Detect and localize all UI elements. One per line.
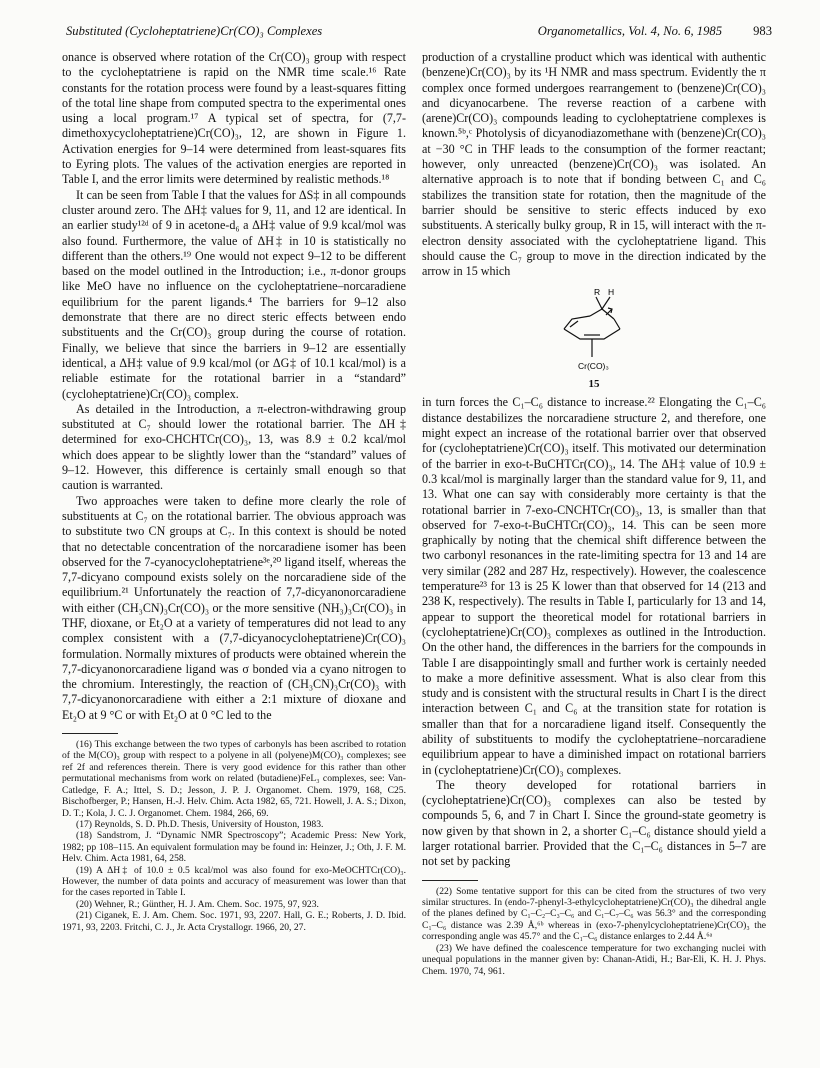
body-paragraph: production of a crystalline product which was identical with authentic (benzene)Cr(CO)₃ by its ¹H NMR and mass spectrum. Evidently the π complex once formed undergoes rearrangement to (benzene)Cr(CO)₃ and dicyanocarbene. The reverse reaction of a carbene with (arene)Cr(CO)₃ compounds leading to cycloheptatriene complexes is known.⁵ᵇ,ᶜ Photolysis of dicyanodiazomethane with (benzene)Cr(CO)₃ at −30 °C in THF leads to the consumption of the former reactant; however, only unreacted (benzene)Cr(CO)₃ was isolated. An alternative approach is to note that if bonding between C₁ and C₆ stabilizes the transition state for rotation, then the magnitude of the barrier should be sensitive to steric effects induced by exo substituents. A sterically bulky group, R in 15, will interact with the π-electron density associated with the cycloheptatriene ligand. This should cause the C₇ group to move in the direction indicated by the arrow in 15 which bbox=[422, 50, 766, 279]
page-number: 983 bbox=[753, 24, 772, 38]
metal-fragment-label: Cr(CO)₃ bbox=[578, 361, 609, 372]
compound-number-label: 15 bbox=[588, 378, 600, 391]
left-column bbox=[62, 50, 406, 933]
atom-label-r: R bbox=[594, 287, 601, 298]
footnote-divider bbox=[422, 880, 478, 881]
footnote: (16) This exchange between the two types of carbonyls has been ascribed to rotation of the M(CO)₃ group with respect to a polyene in all (polyene)M(CO)₃ complexes; see ref 2f and references therein. There is very good evidence for this rather than other permutational mechanisms from work on related (butadiene)FeL₃ complexes, see: Van-Catledge, F. A.; Ittel, S. D.; Jesson, J. P. J. Organomet. Chem. 1979, 168, C25. Bischofberger, P.; Hansen, H.-J. Helv. Chim. Acta 1982, 65, 721. Howell, J. A. S.; Dixon, D. T.; Kola, J. C. J. Organomet. Chem. 1984, 266, 69. bbox=[62, 739, 406, 819]
body-paragraph: The theory developed for rotational barriers in (cycloheptatriene)Cr(CO)₃ complexes can also be tested by compounds 5, 6, and 7 in Chart I. Since the ground-state geometry is now given by that shown in 2, a shorter C₁–C₆ distance should yield a larger rotational barrier. Provided that the C₁–C₆ distances in 5–7 are not set by packing bbox=[422, 777, 766, 869]
structure-15-figure bbox=[422, 283, 766, 393]
running-title: Substituted (Cycloheptatriene)Cr(CO)₃ Complexes bbox=[66, 24, 323, 38]
body-paragraph: Two approaches were taken to define more clearly the role of substituents at C₇ on the rotational barrier. The obvious approach was to substitute two CN groups at C₇. In this context is should be noted that no detectable concentration of the norcaradiene isomer has been observed for the 7-cyanocycloheptatriene³ᵉ,²⁰ ligand itself, whereas the 7,7-dicyano compound exists solely on the norcaradiene side of the equilibrium.²¹ Unfortunately the reaction of 7,7-dicyanonorcaradiene with either (CH₃CN)₃Cr(CO)₃ or the more sensitive (NH₃)₃Cr(CO)₃ in THF, dioxane, or Et₂O at a variety of temperatures did not lead to any complex consistent with a (7,7-dicyanocycloheptatriene)Cr(CO)₃ formulation. Normally mixtures of products were obtained wherein the 7,7-dicyanonorcaradiene ligand was σ bonded via a cyano nitrogen to the chromium. Interestingly, the reaction of (CH₃CN)₃Cr(CO)₃ with 7,7-dicyanonorcaradiene with either a 2:1 mixture of dioxane and Et₂O at 9 °C or with Et₂O at 0 °C led to the bbox=[62, 493, 406, 722]
body-paragraph: onance is observed where rotation of the Cr(CO)₃ group with respect to the cycloheptatriene is rapid on the NMR time scale.¹⁶ Rate constants for the rotation process were found by a least-squares fitting of the total line shape from computed spectra to the experimental ones using a local program.¹⁷ A typical set of spectra, for (7,7-dimethoxycycloheptatriene)Cr(CO)₃, 12, are shown in Figure 1. Activation energies for 9–14 were determined from least-squares fits to Eyring plots. The values of the activation energies are reported in Table I, and the error limits were determined by realistic methods.¹⁸ bbox=[62, 50, 406, 187]
footnote: (19) A ΔH‡ of 10.0 ± 0.5 kcal/mol was also found for exo-MeOCHTCr(CO)₃. However, the number of data points and accuracy of measurement was lower than that for the cases reported in Table I. bbox=[62, 864, 406, 899]
body-paragraph: As detailed in the Introduction, a π-electron-withdrawing group substituted at C₇ should lower the rotational barrier. The ΔH‡ determined for exo-CHCHTCr(CO)₃, 13, was 8.9 ± 0.2 kcal/mol which does appear to be slightly lower than the “standard” values of 9–12. However, this difference is certainly small enough so that caution is warranted. bbox=[62, 401, 406, 493]
footnote: (23) We have defined the coalescence temperature for two exchanging nuclei with unequal populations in the manner given by: Chanan-Atidi, H.; Bar-Eli, K. H. J. Phys. Chem. 1970, 74, 961. bbox=[422, 942, 766, 977]
structure-15-drawing bbox=[534, 283, 654, 379]
footnote-divider bbox=[62, 733, 118, 734]
footnote: (21) Ciganek, E. J. Am. Chem. Soc. 1971, 93, 2207. Hall, G. E.; Roberts, J. D. Ibid. 1971, 93, 2203. Fritchi, C. J., Jr. Acta Crystallogr. 1966, 20, 27. bbox=[62, 910, 406, 933]
right-column bbox=[422, 50, 766, 977]
running-header bbox=[66, 22, 772, 40]
body-paragraph: It can be seen from Table I that the values for ΔS‡ in all compounds cluster around zero. The ΔH‡ values for 9, 11, and 12 are identical. In an earlier study¹²ᵈ of 9 in acetone-d₆ a ΔH‡ value of 9.9 kcal/mol was also found. Furthermore, the value of ΔH‡ in 10 is statistically no different than the others.¹⁹ One would not expect 9–12 to be different based on the model outlined in the Introduction; i.e., π-donor groups like MeO have no influence on the cycloheptatriene–norcaradiene equilibrium for the parent ligands.⁴ The barriers for 9–12 also demonstrate that there are no direct steric effects between endo substituents and the Cr(CO)₃ group during the course of rotation. Finally, we believe that since the barriers in 9–12 are essentially identical, a ΔH‡ value of 9.9 kcal/mol (or ΔG‡ of 10.1 kcal/mol) is a reliable estimate for the rotational barrier in a “standard” (cycloheptatriene)Cr(CO)₃ complex. bbox=[62, 187, 406, 401]
footnote: (18) Sandstrom, J. “Dynamic NMR Spectroscopy”; Academic Press: New York, 1982; pp 108–115. An equivalent formulation may be found in: Heinzer, J.; Oth, J. F. M. Helv. Chim. Acta 1981, 64, 258. bbox=[62, 830, 406, 865]
footnote: (22) Some tentative support for this can be cited from the structures of two very similar structures. In (endo-7-phenyl-3-ethylcycloheptatriene)Cr(CO)₃ the dihedral angle of the planes defined by C₁–C₂–C₃–C₆ and C₁–C₇–C₆ was 56.3° and the corresponding C₁–C₆ distance was 2.39 Å,⁶ᵇ whereas in (exo-7-phenylcycloheptatriene)Cr(CO)₃ the corresponding angle was 45.7° and the C₁–C₆ distance enlarges to 2.44 Å.⁶ᵃ bbox=[422, 885, 766, 943]
atom-label-h: H bbox=[608, 287, 615, 298]
footnote: (17) Reynolds, S. D. Ph.D. Thesis, University of Houston, 1983. bbox=[76, 818, 324, 830]
footnote: (20) Wehner, R.; Günther, H. J. Am. Chem. Soc. 1975, 97, 923. bbox=[76, 898, 319, 910]
body-paragraph: in turn forces the C₁–C₆ distance to increase.²² Elongating the C₁–C₆ distance destabilizes the norcaradiene structure 2, and therefore, one might expect an increase of the rotational barrier over that observed for (cycloheptatriene)Cr(CO)₃ itself. This motivated our determination of the barrier in exo-t-BuCHTCr(CO)₃, 14. The ΔH‡ value of 10.9 ± 0.3 kcal/mol is marginally larger than the standard value for 9, 11, and 13. What one can say with considerably more certainty is that the rotational barrier in 7-exo-CNCHTCr(CO)₃, 13, is smaller than that observed for 7-exo-t-BuCHTCr(CO)₃, 14. This can be seen more graphically by noting that the chemical shift difference between the two carbonyl resonances in the rate-limiting spectra for 13 and 14 are very similar (282 and 287 Hz, respectively). However, the coalescence temperature²³ for 13 is 25 K lower than that observed for 14 (213 and 238 K, respectively). The results in Table I, particularly for 13 and 14, appear to support the theoretical model for rotational barriers in (cycloheptatriene)Cr(CO)₃ complexes as outlined in the Introduction. On the other hand, the differences in the barriers for the compounds in Table I are disappointingly small and further work is certainly needed to make a more definitive assessment. What is also clear from this study and is consistent with the structural results in Chart I is the direct interaction between C₁ and C₆ at the transition state for rotation is smaller than that for a norcaradiene ligand itself. Consequently the ability of substituents to modify the cycloheptatriene–norcaradiene equilibrium appear to have a diminished impact on rotational barriers in (cycloheptatriene)Cr(CO)₃ complexes. bbox=[422, 395, 766, 777]
journal-citation: Organometallics, Vol. 4, No. 6, 1985 bbox=[537, 24, 722, 38]
